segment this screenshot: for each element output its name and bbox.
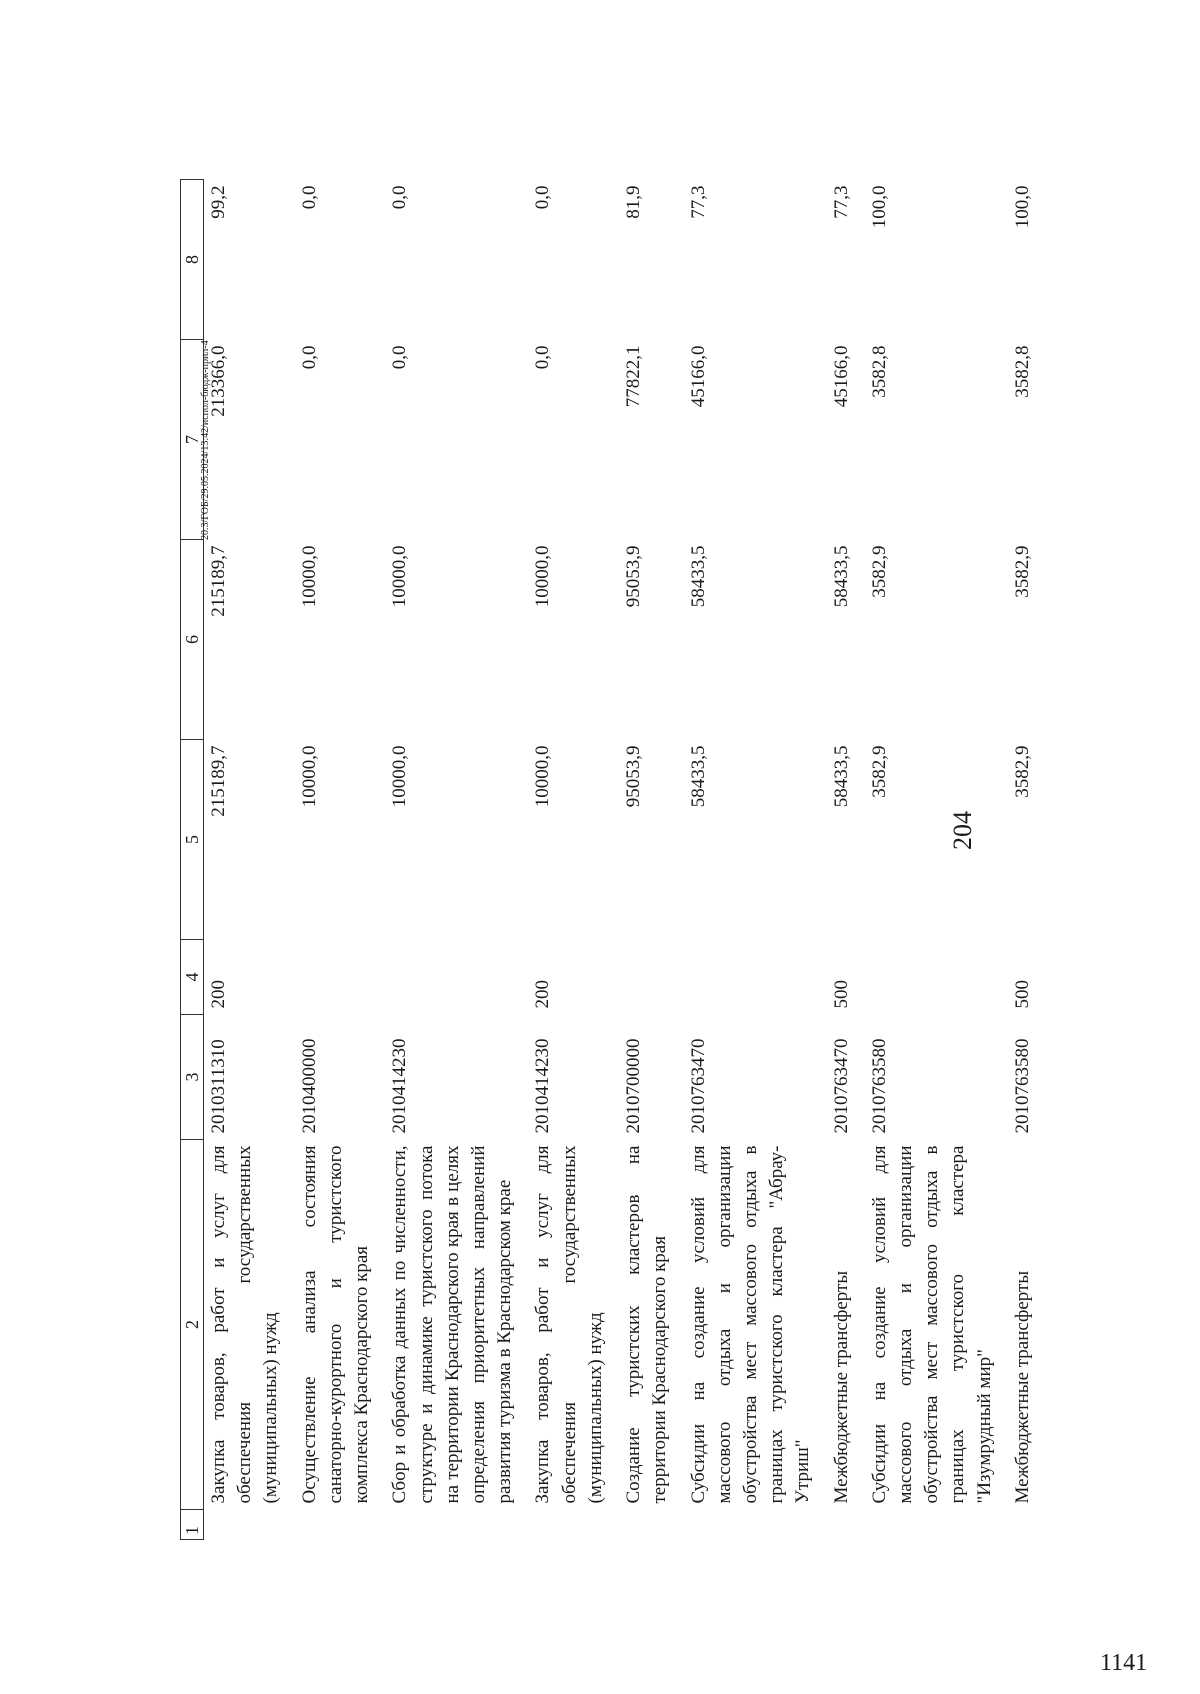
document-code: 20.3/ГОБ/29.05.2024/13:42/испол-бюдж-прил-4: [200, 340, 211, 540]
cell-executed: 0,0: [298, 345, 320, 370]
sheet-number: 1141: [1100, 1650, 1148, 1676]
cell-empty: [1008, 1510, 1046, 1540]
column-header: 1: [181, 1510, 204, 1540]
column-header: 6: [181, 540, 204, 740]
cell-expense-type: [865, 940, 1008, 1015]
cell-expense-type: [619, 940, 683, 1015]
cell-executed: 213366,0: [208, 345, 229, 417]
cell-plan: 58433,5: [830, 545, 852, 608]
cell-plan: 215189,7: [208, 545, 229, 617]
cell-approved: 95053,9: [623, 745, 645, 808]
cell-percent: 77,3: [687, 185, 709, 219]
cell-plan: 10000,0: [298, 545, 320, 608]
cell-expense-type: 500: [1011, 980, 1033, 1009]
cell-name: Межбюджетные трансферты: [830, 1270, 852, 1504]
table-row: [619, 180, 683, 1540]
cell-code: 2010700000: [623, 1038, 645, 1134]
cell-code: 2010400000: [298, 1038, 320, 1134]
cell-empty: [528, 1510, 619, 1540]
cell-plan: 58433,5: [687, 545, 709, 608]
cell-code: 2010414230: [532, 1038, 554, 1134]
column-header: 3: [181, 1015, 204, 1140]
table-body: [204, 180, 1047, 1540]
cell-approved: 10000,0: [298, 745, 320, 808]
cell-approved: 3582,9: [1011, 745, 1033, 798]
cell-expense-type: [295, 940, 386, 1015]
cell-percent: 0,0: [389, 185, 411, 210]
cell-empty: [295, 1510, 386, 1540]
column-header: 8: [181, 180, 204, 340]
cell-name: Субсидии на создание условий для массового отдыха и организации обустройства мест массового отдыха в границах туристского кластера "Абрау-Утриш": [687, 1145, 814, 1504]
table-row: [684, 180, 827, 1540]
cell-empty: [865, 1510, 1008, 1540]
cell-approved: 10000,0: [532, 745, 554, 808]
cell-executed: 3582,8: [868, 345, 890, 398]
cell-percent: 100,0: [868, 185, 890, 229]
cell-empty: [684, 1510, 827, 1540]
cell-approved: 10000,0: [389, 745, 411, 808]
cell-plan: 95053,9: [623, 545, 645, 608]
cell-code: 2010414230: [389, 1038, 411, 1134]
cell-code: 2010763580: [868, 1038, 890, 1134]
cell-code: 2010763580: [1011, 1038, 1033, 1134]
page-number: 204: [948, 811, 977, 850]
table-row: [385, 180, 528, 1540]
cell-executed: 0,0: [532, 345, 554, 370]
table-row: [865, 180, 1008, 1540]
budget-table: [180, 179, 1046, 1540]
cell-approved: 58433,5: [830, 745, 852, 808]
cell-percent: 77,3: [830, 185, 852, 219]
cell-percent: 81,9: [623, 185, 645, 219]
cell-approved: 58433,5: [687, 745, 709, 808]
cell-expense-type: [385, 940, 528, 1015]
cell-code: 2010763470: [830, 1038, 852, 1134]
column-header: 4: [181, 940, 204, 1015]
cell-name: Закупка товаров, работ и услуг для обеспечения государственных (муниципальных) нужд: [208, 1145, 282, 1504]
column-header: 7: [181, 340, 204, 540]
cell-empty: [204, 1510, 295, 1540]
cell-empty: [619, 1510, 683, 1540]
cell-plan: 3582,9: [868, 545, 890, 598]
cell-name: Субсидии на создание условий для массового отдыха и организации обустройства мест массового отдыха в границах туристского кластера "Изумрудный мир": [868, 1145, 995, 1504]
table-row: [204, 180, 295, 1540]
cell-name: Создание туристских кластеров на территории Краснодарского края: [623, 1145, 671, 1504]
cell-name: Закупка товаров, работ и услуг для обеспечения государственных (муниципальных) нужд: [532, 1145, 606, 1504]
cell-plan: 3582,9: [1011, 545, 1033, 598]
cell-expense-type: [684, 940, 827, 1015]
cell-empty: [827, 1510, 865, 1540]
rotated-page: [180, 70, 1060, 1540]
cell-empty: [385, 1510, 528, 1540]
table-row: [295, 180, 386, 1540]
cell-percent: 0,0: [298, 185, 320, 210]
cell-approved: 215189,7: [208, 745, 229, 817]
cell-percent: 100,0: [1011, 185, 1033, 229]
cell-percent: 0,0: [532, 185, 554, 210]
cell-plan: 10000,0: [532, 545, 554, 608]
cell-executed: 0,0: [389, 345, 411, 370]
cell-name: Сбор и обработка данных по численности, структуре и динамике туристского потока на территории Краснодарского края в целях определения приоритетных направлений развития туризма в Краснодарском крае: [389, 1145, 516, 1504]
cell-executed: 45166,0: [830, 345, 852, 408]
cell-approved: 3582,9: [868, 745, 890, 798]
cell-expense-type: 200: [208, 980, 229, 1009]
cell-expense-type: 200: [532, 980, 554, 1009]
column-header: 2: [181, 1140, 204, 1510]
column-header: 5: [181, 740, 204, 940]
cell-expense-type: 500: [830, 980, 852, 1009]
cell-code: 2010311310: [208, 1039, 229, 1134]
cell-executed: 77822,1: [623, 345, 645, 408]
table-row: [528, 180, 619, 1540]
cell-name: Осуществление анализа состояния санаторно-курортного и туристского комплекса Краснодарского края: [298, 1145, 373, 1504]
cell-name: Межбюджетные трансферты: [1011, 1270, 1033, 1504]
cell-plan: 10000,0: [389, 545, 411, 608]
table-row: [1008, 180, 1046, 1540]
cell-percent: 99,2: [208, 185, 229, 219]
cell-code: 2010763470: [687, 1038, 709, 1134]
table-row: [827, 180, 865, 1540]
cell-executed: 45166,0: [687, 345, 709, 408]
cell-executed: 3582,8: [1011, 345, 1033, 398]
